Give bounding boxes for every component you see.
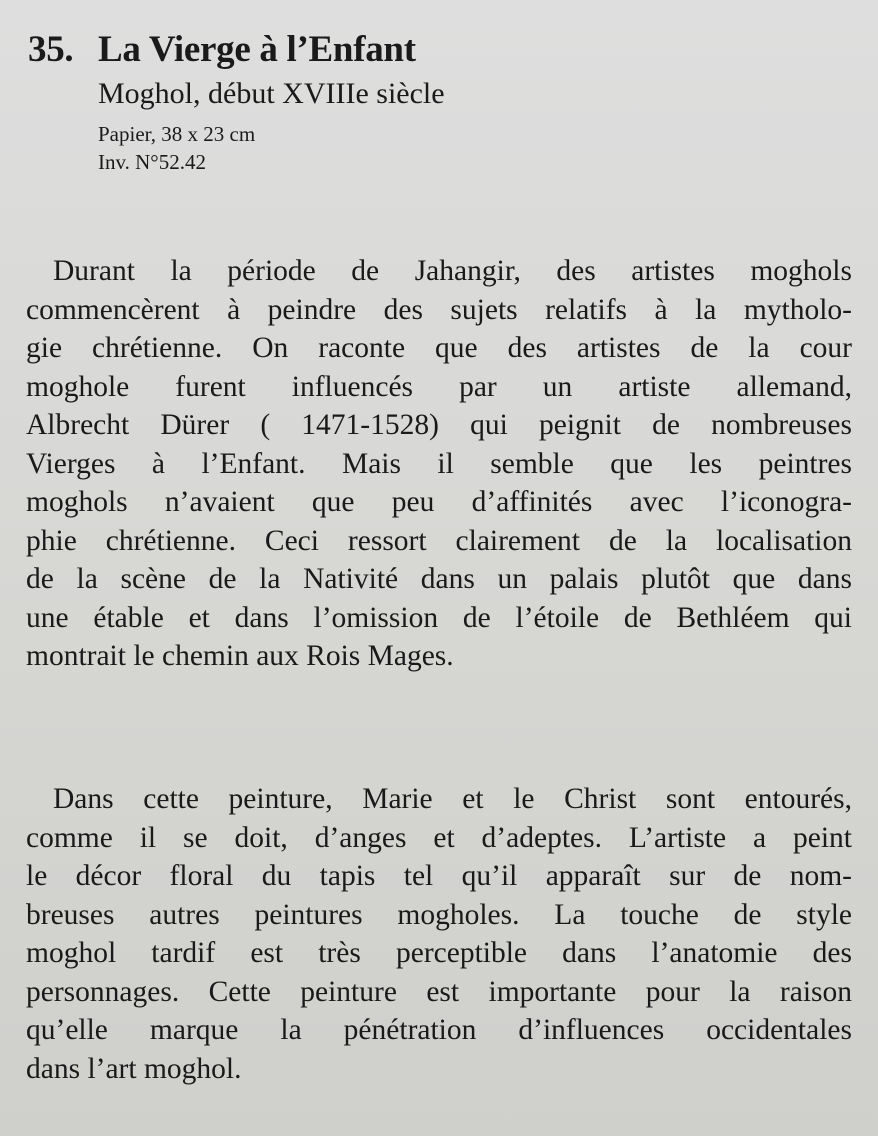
text-line: comme il se doit, d’anges et d’adeptes. L’artiste a peint bbox=[26, 821, 852, 854]
entry-subhead bbox=[98, 74, 848, 176]
text-line: personnages. Cette peinture est importante pour la raison bbox=[26, 975, 852, 1008]
text-line: phie chrétienne. Ceci ressort clairement de la localisation bbox=[26, 524, 852, 557]
text-line: le décor floral du tapis tel qu’il apparaît sur de nom- bbox=[26, 860, 852, 892]
entry-title: La Vierge à l’Enfant bbox=[98, 29, 416, 70]
text-line: Durant la période de Jahangir, des artistes moghols bbox=[53, 255, 852, 287]
text-line: qu’elle marque la pénétration d’influences occidentales bbox=[26, 1014, 852, 1046]
text-line: Albrecht Dürer ( 1471-1528) qui peignit de nombreuses bbox=[26, 409, 852, 441]
text-line: de la scène de la Nativité dans un palais plutôt que dans bbox=[26, 563, 852, 595]
entry-title-row bbox=[28, 28, 848, 72]
paragraph-2 bbox=[26, 780, 852, 1088]
text-line: moghols n’avaient que peu d’affinités avec l’iconogra- bbox=[26, 486, 852, 518]
entry-subtitle: Moghol, début XVIIIe siècle bbox=[98, 77, 445, 110]
paragraph-1 bbox=[26, 252, 852, 676]
text-line: une étable et dans l’omission de l’étoile de Bethléem qui bbox=[26, 601, 852, 634]
text-line: commencèrent à peindre des sujets relatifs à la mytholo- bbox=[26, 293, 852, 326]
text-line: gie chrétienne. On raconte que des artistes de la cour bbox=[26, 332, 852, 364]
text-line: montrait le chemin aux Rois Mages. bbox=[26, 640, 454, 672]
text-line: moghole furent influencés par un artiste allemand, bbox=[26, 370, 852, 403]
entry-header bbox=[28, 28, 848, 176]
text-line: Vierges à l’Enfant. Mais il semble que les peintres bbox=[26, 447, 852, 480]
text-line: Dans cette peinture, Marie et le Christ sont entourés, bbox=[53, 783, 852, 815]
text-line: dans l’art moghol. bbox=[26, 1052, 242, 1085]
text-line: breuses autres peintures mogholes. La touche de style bbox=[26, 898, 852, 931]
text-line: moghol tardif est très perceptible dans l’anatomie des bbox=[26, 937, 852, 969]
entry-number: 35. bbox=[28, 29, 74, 70]
entry-material: Papier, 38 x 23 cm bbox=[98, 122, 256, 146]
entry-inventory: Inv. N°52.42 bbox=[98, 150, 206, 174]
